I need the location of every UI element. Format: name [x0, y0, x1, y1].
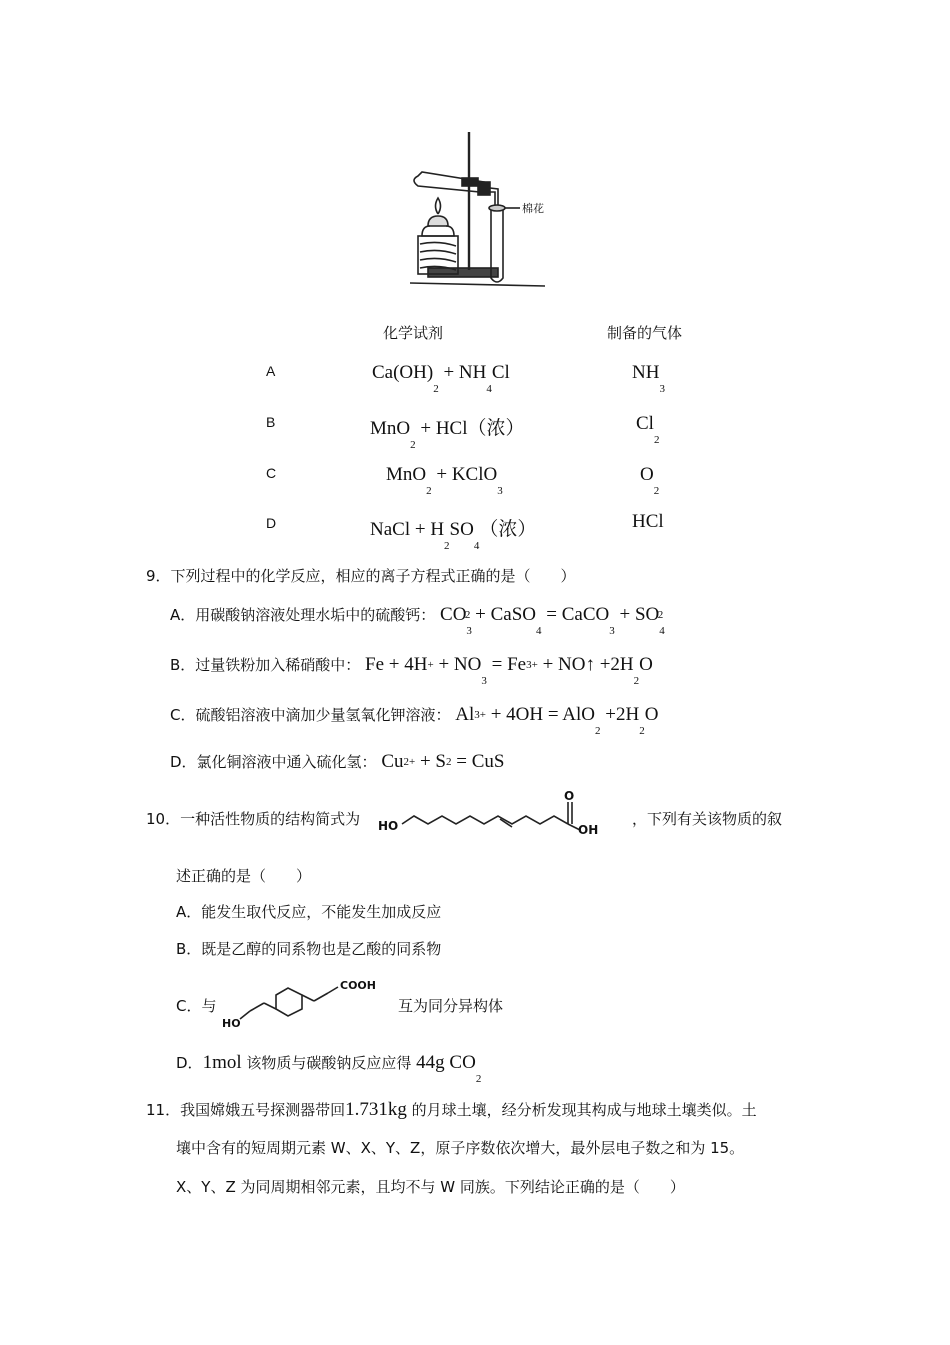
q10-ring-cooh: COOH [340, 979, 376, 992]
q10-stem-a: 10．一种活性物质的结构简式为 [146, 810, 361, 828]
q8-row-c-letter: C [266, 465, 277, 481]
q10-structure-ho: HO [378, 819, 399, 833]
gas-generation-apparatus [400, 128, 550, 290]
q8-row-c-gas: $O_2$ [640, 464, 660, 497]
q11-line-1: 11．我国嫦娥五号探测器带回1.731kg 的月球土壤，经分析发现其构成与地球土壤类似。土 [146, 1099, 757, 1120]
q10-stem-b: ，下列有关该物质的叙 [632, 810, 783, 828]
q9-option-a: A．用碳酸钠溶液处理水垢中的硫酸钙： $CO_32$ + CaSO$_4$ = CaCO$_3$ + $SO_42$ [170, 604, 665, 637]
q8-row-c-reagent: MnO$_2$ + KClO$_3$ [386, 464, 503, 497]
q9-option-b-equation: $Fe + 4H+ + NO_3 = Fe3+$ + NO↑ $+2H_2O$ [365, 654, 653, 687]
q8-row-a-reagent: $Ca(OH)_2 + NH_4Cl$ [372, 362, 510, 395]
q8-row-a-letter: A [266, 363, 276, 379]
q9-option-d-equation: Cu2+ + S2 = CuS [381, 751, 505, 772]
q10-option-a: A．能发生取代反应，不能发生加成反应 [176, 903, 442, 921]
q8-header-gas: 制备的气体 [607, 324, 683, 342]
q8-header-reagent: 化学试剂 [383, 324, 444, 342]
q10-structure-formula [376, 788, 606, 838]
q8-row-b-reagent: MnO$_2$ + HCl（浓） [370, 418, 525, 451]
q10-option-d: D．1mol 该物质与碳酸钠反应应得 44g $CO_2$ [176, 1052, 482, 1085]
q10-option-c-pre: C．与 [176, 997, 217, 1015]
q10-option-b: B．既是乙醇的同系物也是乙酸的同系物 [176, 940, 442, 958]
q9-option-a-equation: $CO_32$ + CaSO$_4$ = CaCO$_3$ + $SO_42$ [440, 604, 665, 637]
q8-row-a-gas: $NH_3$ [632, 362, 665, 395]
q10-ring-ho: HO [222, 1017, 241, 1030]
q10-option-c-post: 互为同分异构体 [398, 997, 504, 1015]
q11-line-3: X、Y、Z 为同周期相邻元素，且均不与 W 同族。下列结论正确的是（ ） [176, 1178, 685, 1196]
q8-row-b-gas: $Cl_2$ [636, 413, 660, 446]
q10-structure-o: O [564, 789, 575, 803]
q9-option-c: C．硫酸铝溶液中滴加少量氢氧化钾溶液： $Al3+ + 4OH = AlO_2 +2H_2O$ [170, 704, 659, 737]
q10-structure-oh: OH [578, 823, 599, 837]
q10-option-c-structure [220, 975, 380, 1031]
q9-option-b: B．过量铁粉加入稀硝酸中： $Fe + 4H+ + NO_3 = Fe3+$ + NO↑ $+2H_2O$ [170, 654, 653, 687]
cotton-label: 棉花 [522, 202, 544, 215]
q8-row-d-letter: D [266, 515, 277, 531]
q9-option-d: D．氯化铜溶液中通入硫化氢： Cu2+ + S2 = CuS [170, 751, 505, 772]
q8-row-d-gas: HCl [632, 511, 664, 532]
q11-line-2: 壤中含有的短周期元素 W、X、Y、Z，原子序数依次增大，最外层电子数之和为 15。 [176, 1139, 745, 1157]
q9-stem: 9．下列过程中的化学反应，相应的离子方程式正确的是（ ） [146, 567, 576, 585]
q8-row-d-reagent: NaCl + $H_2SO_4$（浓） [370, 519, 537, 552]
q9-option-c-equation: $Al3+ + 4OH = AlO_2 +2H_2O$ [455, 704, 659, 737]
q8-row-b-letter: B [266, 414, 276, 430]
q10-stem-c: 述正确的是（ ） [176, 867, 312, 885]
